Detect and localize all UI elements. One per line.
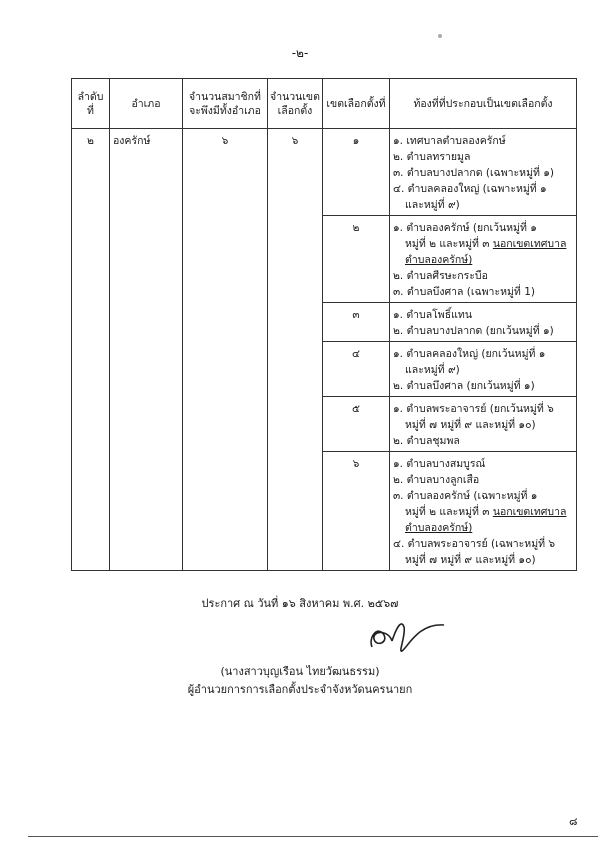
- empty-cell: [268, 303, 323, 342]
- constituency-areas-cell: [390, 129, 577, 216]
- constituency-areas-cell: [390, 342, 577, 397]
- area-line: หมู่ที่ ๗ หมู่ที่ ๙ และหมู่ที่ ๑๐): [405, 419, 536, 431]
- constituency-number-cell: ๕: [323, 397, 390, 452]
- empty-cell: [268, 216, 323, 303]
- area-line: ๔. ตำบลพระอาจารย์ (เฉพาะหมู่ที่ ๖: [393, 538, 556, 550]
- area-line: ๑. เทศบาลตำบลองครักษ์: [393, 135, 506, 147]
- empty-cell: [268, 452, 323, 571]
- area-line: [393, 252, 573, 268]
- constituency-areas-cell: [390, 397, 577, 452]
- empty-cell: [110, 397, 183, 452]
- constituency-number-cell: ๒: [323, 216, 390, 303]
- constituency-number-cell: ๖: [323, 452, 390, 571]
- empty-cell: [72, 452, 110, 571]
- underlined-text: นอกเขตเทศบาล: [492, 238, 567, 250]
- area-line: ๑. ตำบลบางสมบูรณ์: [393, 458, 486, 470]
- empty-cell: [183, 216, 268, 303]
- table-row: [72, 397, 577, 452]
- row-order-cell: ๒: [72, 129, 110, 216]
- empty-cell: [72, 303, 110, 342]
- table-body: [72, 129, 577, 571]
- header-constituency-no: เขตเลือกตั้งที่: [323, 79, 390, 129]
- constituency-areas-cell: [390, 452, 577, 571]
- empty-cell: [268, 342, 323, 397]
- area-line: ๓. ตำบลบางปลากด (เฉพาะหมู่ที่ ๑): [393, 167, 555, 179]
- area-line: หมู่ที่ ๗ หมู่ที่ ๙ และหมู่ที่ ๑๐): [405, 554, 536, 566]
- empty-cell: [183, 303, 268, 342]
- header-order: ลำดับ ที่: [72, 79, 110, 129]
- area-line: และหมู่ที่ ๙): [405, 364, 460, 376]
- area-line: หมู่ที่ ๒ และหมู่ที่ ๓ นอกเขตเทศบาล: [405, 238, 567, 250]
- area-line: ๓. ตำบลบึงศาล (เฉพาะหมู่ที่ 1): [393, 286, 535, 298]
- empty-cell: [110, 342, 183, 397]
- corner-page-mark: ๘: [569, 815, 578, 828]
- table-header-row: [72, 79, 577, 129]
- area-line: ๒. ตำบลทรายมูล: [393, 151, 471, 163]
- empty-cell: [72, 342, 110, 397]
- underlined-text: ตำบลองครักษ์): [405, 522, 473, 534]
- area-line: ๑. ตำบลโพธิ์แทน: [393, 309, 472, 321]
- signature: [358, 617, 448, 655]
- area-line: หมู่ที่ ๒ และหมู่ที่ ๓ นอกเขตเทศบาล: [405, 506, 567, 518]
- footer-divider: [28, 836, 598, 837]
- header-members: จำนวนสมาชิกที่ จะพึงมีทั้งอำเภอ: [183, 79, 268, 129]
- area-line: ๑. ตำบลพระอาจารย์ (ยกเว้นหมู่ที่ ๖: [393, 403, 554, 415]
- empty-cell: [110, 303, 183, 342]
- area-line: ๒. ตำบลบึงศาล (ยกเว้นหมู่ที่ ๑): [393, 380, 535, 392]
- area-line: ๒. ตำบลชุมพล: [393, 435, 460, 447]
- table-row: [72, 303, 577, 342]
- area-line: ๑. ตำบลองครักษ์ (ยกเว้นหมู่ที่ ๑: [393, 222, 537, 234]
- underlined-text: ตำบลองครักษ์): [405, 254, 473, 266]
- signer-position: ผู้อำนวยการการเลือกตั้งประจำจังหวัดนครนายก: [187, 683, 413, 696]
- constituency-number-cell: ๓: [323, 303, 390, 342]
- empty-cell: [183, 342, 268, 397]
- area-line: และหมู่ที่ ๙): [405, 199, 460, 211]
- constituency-areas-cell: [390, 303, 577, 342]
- constituency-areas-cell: [390, 216, 577, 303]
- announcement-date: ประกาศ ณ วันที่ ๑๖ สิงหาคม พ.ศ. ๒๕๖๗: [201, 597, 399, 610]
- header-areas: ท้องที่ที่ประกอบเป็นเขตเลือกตั้ง: [390, 79, 577, 129]
- table-row: [72, 129, 577, 216]
- empty-cell: [183, 452, 268, 571]
- area-line: ๒. ตำบลบางลูกเสือ: [393, 474, 480, 486]
- underlined-text: นอกเขตเทศบาล: [492, 506, 567, 518]
- constituency-table: [71, 78, 577, 571]
- empty-cell: [72, 397, 110, 452]
- row-constituencies-cell: ๖: [268, 129, 323, 216]
- empty-cell: [268, 397, 323, 452]
- table-row: [72, 452, 577, 571]
- constituency-number-cell: ๑: [323, 129, 390, 216]
- row-district-cell: องครักษ์: [110, 129, 183, 216]
- constituency-number-cell: ๔: [323, 342, 390, 397]
- empty-cell: [110, 452, 183, 571]
- scan-speck: [438, 34, 442, 38]
- area-line: [393, 520, 573, 536]
- signer-name: (นางสาวบุญเรือน ไทยวัฒนธรรม): [220, 665, 380, 678]
- area-line: ๒. ตำบลบางปลากด (ยกเว้นหมู่ที่ ๑): [393, 325, 554, 337]
- page-number: -๒-: [291, 46, 309, 60]
- header-district: อำเภอ: [110, 79, 183, 129]
- area-line: ๑. ตำบลคลองใหญ่ (ยกเว้นหมู่ที่ ๑: [393, 348, 546, 360]
- empty-cell: [183, 397, 268, 452]
- area-line: ๔. ตำบลคลองใหญ่ (เฉพาะหมู่ที่ ๑: [393, 183, 547, 195]
- area-line: ๒. ตำบลศีรษะกระบือ: [393, 270, 488, 282]
- table-row: [72, 216, 577, 303]
- row-members-cell: ๖: [183, 129, 268, 216]
- empty-cell: [110, 216, 183, 303]
- empty-cell: [72, 216, 110, 303]
- table-row: [72, 342, 577, 397]
- header-constituencies: จำนวนเขต เลือกตั้ง: [268, 79, 323, 129]
- area-line: ๓. ตำบลองครักษ์ (เฉพาะหมู่ที่ ๑: [393, 490, 538, 502]
